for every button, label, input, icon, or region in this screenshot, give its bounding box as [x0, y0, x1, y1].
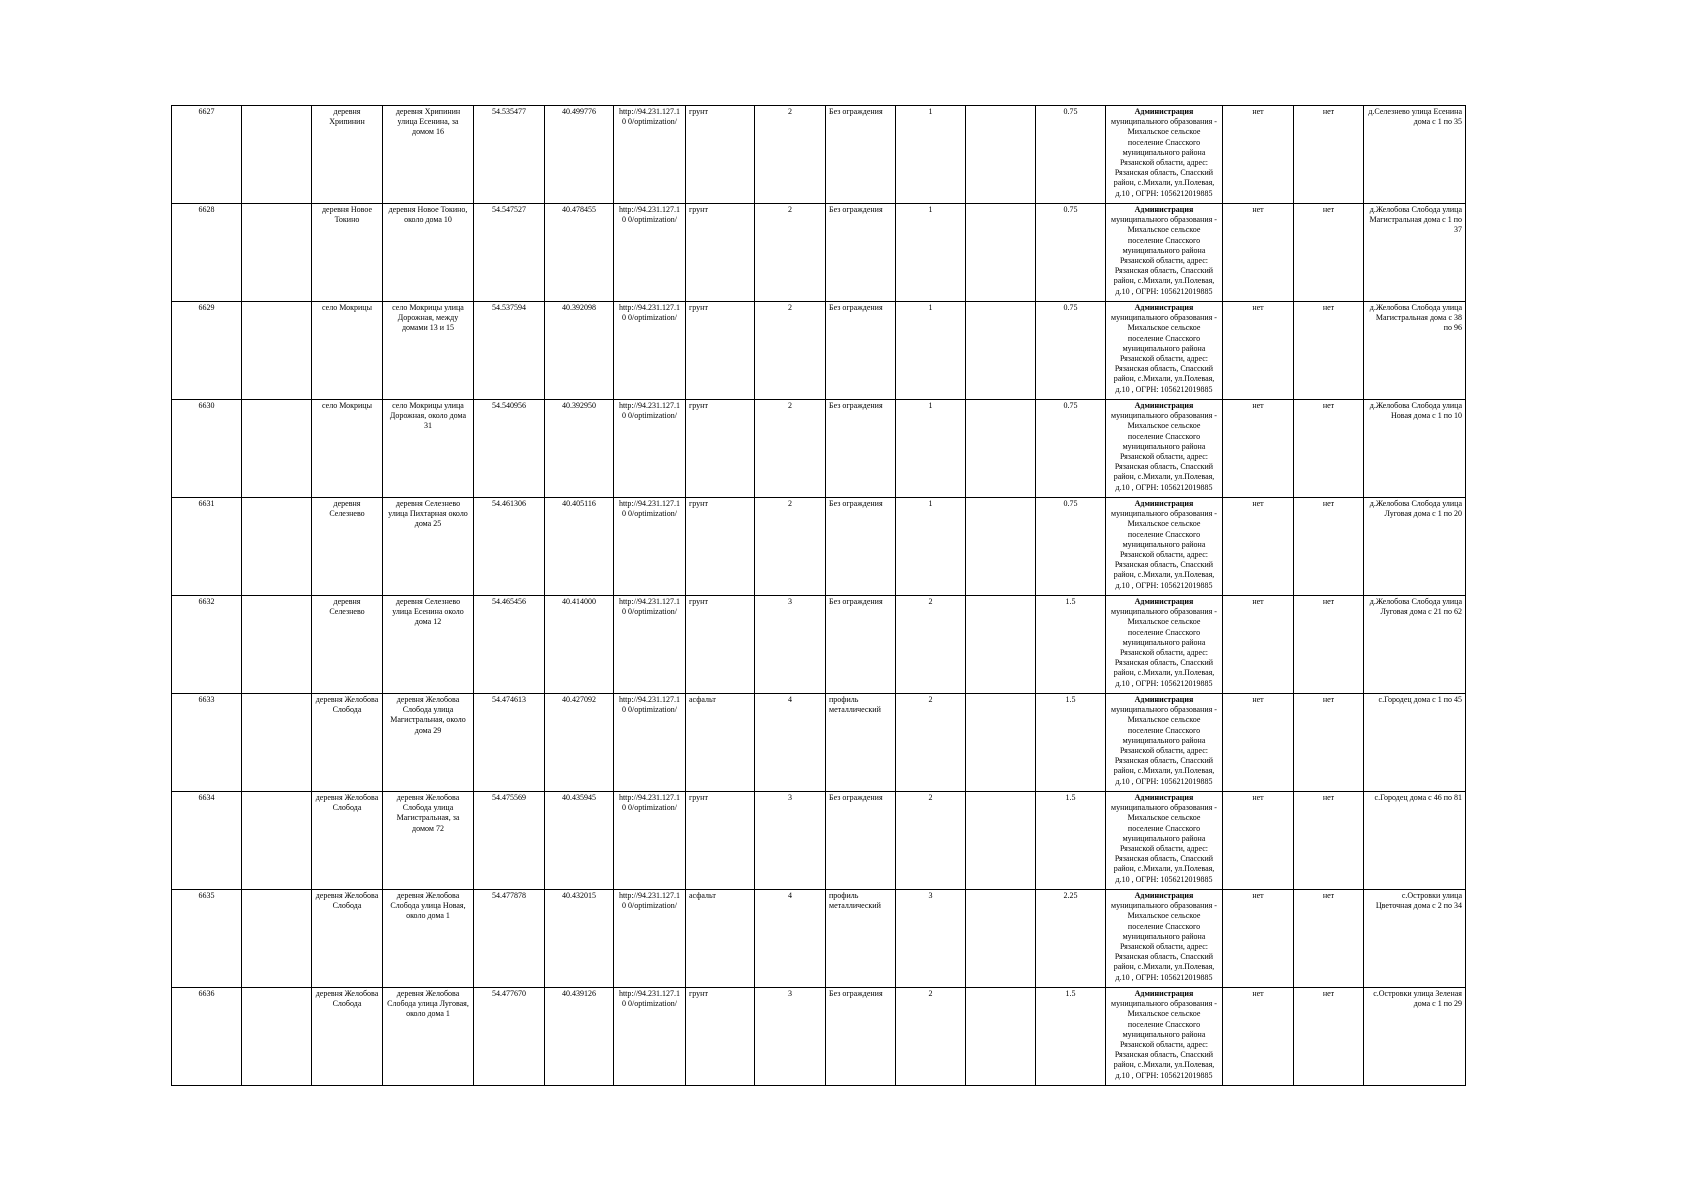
address-cell: село Мокрицы улица Дорожная, между домами 13 и 15: [383, 302, 474, 400]
table-body: [172, 106, 1466, 1086]
latitude-cell: 54.461306: [474, 498, 545, 596]
table-row: [172, 204, 1466, 302]
surface-cell: грунт: [686, 792, 755, 890]
owner-title: Администрация: [1134, 499, 1194, 508]
address-cell: деревня Желобова Слобода улица Новая, около дома 1: [383, 890, 474, 988]
owner-details: муниципального образования - Михальское сельское поселение Спасского муниципального района Рязанской области, адрес: Рязанская область, Спасский район, с.Михали, ул.Полевая, д.10 , ОГРН: 1056212019885: [1111, 215, 1217, 296]
longitude-cell: 40.414000: [545, 596, 614, 694]
owner-details: муниципального образования - Михальское сельское поселение Спасского муниципального района Рязанской области, адрес: Рязанская область, Спасский район, с.Михали, ул.Полевая, д.10 , ОГРН: 1056212019885: [1111, 901, 1217, 982]
row-number: 6636: [172, 988, 242, 1086]
volume-cell: 1.5: [1036, 694, 1106, 792]
settlement-cell: деревня Желобова Слобода: [312, 988, 383, 1086]
longitude-cell: 40.427092: [545, 694, 614, 792]
address-cell: деревня Хрипинин улица Есенина, за домом 16: [383, 106, 474, 204]
volume-cell: 1.5: [1036, 792, 1106, 890]
latitude-cell: 54.547527: [474, 204, 545, 302]
flag-cell: нет: [1223, 792, 1294, 890]
settlement-cell: деревня Желобова Слобода: [312, 694, 383, 792]
empty-cell: [966, 106, 1036, 204]
empty-cell: [242, 498, 312, 596]
address-cell: деревня Желобова Слобода улица Магистральная, около дома 29: [383, 694, 474, 792]
owner-cell: [1106, 204, 1223, 302]
flag-cell: нет: [1294, 988, 1364, 1086]
volume-cell: 0.75: [1036, 400, 1106, 498]
longitude-cell: 40.392950: [545, 400, 614, 498]
address-cell: деревня Селезнево улица Пихтарная около дома 25: [383, 498, 474, 596]
address-cell: село Мокрицы улица Дорожная, около дома 31: [383, 400, 474, 498]
address-cell: деревня Селезнево улица Есенина около дома 12: [383, 596, 474, 694]
owner-cell: [1106, 498, 1223, 596]
sources-cell: д.Желобова Слобода улица Луговая дома с 1 по 20: [1364, 498, 1466, 596]
sources-cell: д.Желобова Слобода улица Магистральная дома с 1 по 37: [1364, 204, 1466, 302]
containers-cell: 2: [896, 792, 966, 890]
table-row: [172, 498, 1466, 596]
settlement-cell: деревня Хрипинин: [312, 106, 383, 204]
empty-cell: [966, 694, 1036, 792]
area-cell: 2: [755, 302, 826, 400]
sources-cell: д.Желобова Слобода улица Луговая дома с 21 по 62: [1364, 596, 1466, 694]
settlement-cell: деревня Новое Токино: [312, 204, 383, 302]
empty-cell: [966, 792, 1036, 890]
longitude-cell: 40.439126: [545, 988, 614, 1086]
owner-title: Администрация: [1134, 107, 1194, 116]
empty-cell: [242, 106, 312, 204]
longitude-cell: 40.405116: [545, 498, 614, 596]
flag-cell: нет: [1294, 106, 1364, 204]
containers-cell: 1: [896, 400, 966, 498]
fence-cell: Без ограждения: [826, 302, 896, 400]
containers-cell: 2: [896, 596, 966, 694]
volume-cell: 1.5: [1036, 988, 1106, 1086]
containers-cell: 1: [896, 106, 966, 204]
area-cell: 2: [755, 498, 826, 596]
waste-sites-table: [171, 105, 1466, 1086]
latitude-cell: 54.477670: [474, 988, 545, 1086]
area-cell: 3: [755, 792, 826, 890]
sources-cell: с.Городец дома с 46 по 81: [1364, 792, 1466, 890]
address-cell: деревня Новое Токино, около дома 10: [383, 204, 474, 302]
owner-details: муниципального образования - Михальское сельское поселение Спасского муниципального района Рязанской области, адрес: Рязанская область, Спасский район, с.Михали, ул.Полевая, д.10 , ОГРН: 1056212019885: [1111, 607, 1217, 688]
fence-cell: Без ограждения: [826, 988, 896, 1086]
volume-cell: 0.75: [1036, 302, 1106, 400]
flag-cell: нет: [1294, 596, 1364, 694]
settlement-cell: село Мокрицы: [312, 400, 383, 498]
sources-cell: с.Городец дома с 1 по 45: [1364, 694, 1466, 792]
surface-cell: грунт: [686, 400, 755, 498]
row-number: 6629: [172, 302, 242, 400]
address-cell: деревня Желобова Слобода улица Магистральная, за домом 72: [383, 792, 474, 890]
owner-details: муниципального образования - Михальское сельское поселение Спасского муниципального района Рязанской области, адрес: Рязанская область, Спасский район, с.Михали, ул.Полевая, д.10 , ОГРН: 1056212019885: [1111, 411, 1217, 492]
area-cell: 4: [755, 890, 826, 988]
owner-title: Администрация: [1134, 401, 1194, 410]
owner-details: муниципального образования - Михальское сельское поселение Спасского муниципального района Рязанской области, адрес: Рязанская область, Спасский район, с.Михали, ул.Полевая, д.10 , ОГРН: 1056212019885: [1111, 999, 1217, 1080]
link-cell: http://94.231.127.10 0/optimization/: [614, 988, 686, 1086]
flag-cell: нет: [1223, 400, 1294, 498]
sources-cell: д.Селезнево улица Есенина дома с 1 по 35: [1364, 106, 1466, 204]
containers-cell: 2: [896, 988, 966, 1086]
fence-cell: Без ограждения: [826, 596, 896, 694]
fence-cell: Без ограждения: [826, 106, 896, 204]
volume-cell: 0.75: [1036, 106, 1106, 204]
sources-cell: с.Островки улица Зеленая дома с 1 по 29: [1364, 988, 1466, 1086]
latitude-cell: 54.465456: [474, 596, 545, 694]
longitude-cell: 40.478455: [545, 204, 614, 302]
area-cell: 3: [755, 596, 826, 694]
flag-cell: нет: [1223, 498, 1294, 596]
latitude-cell: 54.475569: [474, 792, 545, 890]
empty-cell: [966, 988, 1036, 1086]
empty-cell: [966, 302, 1036, 400]
owner-title: Администрация: [1134, 793, 1194, 802]
owner-details: муниципального образования - Михальское сельское поселение Спасского муниципального района Рязанской области, адрес: Рязанская область, Спасский район, с.Михали, ул.Полевая, д.10 , ОГРН: 1056212019885: [1111, 803, 1217, 884]
latitude-cell: 54.535477: [474, 106, 545, 204]
flag-cell: нет: [1294, 400, 1364, 498]
latitude-cell: 54.540956: [474, 400, 545, 498]
row-number: 6627: [172, 106, 242, 204]
area-cell: 2: [755, 204, 826, 302]
link-cell: http://94.231.127.10 0/optimization/: [614, 400, 686, 498]
owner-title: Администрация: [1134, 597, 1194, 606]
flag-cell: нет: [1223, 890, 1294, 988]
flag-cell: нет: [1294, 694, 1364, 792]
latitude-cell: 54.477878: [474, 890, 545, 988]
longitude-cell: 40.435945: [545, 792, 614, 890]
flag-cell: нет: [1223, 106, 1294, 204]
settlement-cell: деревня Желобова Слобода: [312, 792, 383, 890]
fence-cell: Без ограждения: [826, 498, 896, 596]
containers-cell: 3: [896, 890, 966, 988]
empty-cell: [242, 400, 312, 498]
owner-title: Администрация: [1134, 695, 1194, 704]
link-cell: http://94.231.127.10 0/optimization/: [614, 792, 686, 890]
owner-title: Администрация: [1134, 891, 1194, 900]
empty-cell: [242, 890, 312, 988]
volume-cell: 0.75: [1036, 204, 1106, 302]
area-cell: 4: [755, 694, 826, 792]
owner-cell: [1106, 988, 1223, 1086]
empty-cell: [966, 596, 1036, 694]
settlement-cell: деревня Желобова Слобода: [312, 890, 383, 988]
address-cell: деревня Желобова Слобода улица Луговая, около дома 1: [383, 988, 474, 1086]
owner-details: муниципального образования - Михальское сельское поселение Спасского муниципального района Рязанской области, адрес: Рязанская область, Спасский район, с.Михали, ул.Полевая, д.10 , ОГРН: 1056212019885: [1111, 313, 1217, 394]
surface-cell: асфальт: [686, 694, 755, 792]
owner-title: Администрация: [1134, 303, 1194, 312]
row-number: 6635: [172, 890, 242, 988]
flag-cell: нет: [1294, 302, 1364, 400]
owner-details: муниципального образования - Михальское сельское поселение Спасского муниципального района Рязанской области, адрес: Рязанская область, Спасский район, с.Михали, ул.Полевая, д.10 , ОГРН: 1056212019885: [1111, 509, 1217, 590]
empty-cell: [242, 596, 312, 694]
owner-cell: [1106, 694, 1223, 792]
fence-cell: Без ограждения: [826, 792, 896, 890]
sources-cell: с.Островки улица Цветочная дома с 2 по 34: [1364, 890, 1466, 988]
table-row: [172, 792, 1466, 890]
sources-cell: д.Желобова Слобода улица Новая дома с 1 по 10: [1364, 400, 1466, 498]
containers-cell: 1: [896, 302, 966, 400]
flag-cell: нет: [1223, 694, 1294, 792]
fence-cell: Без ограждения: [826, 400, 896, 498]
surface-cell: грунт: [686, 988, 755, 1086]
row-number: 6633: [172, 694, 242, 792]
owner-title: Администрация: [1134, 205, 1194, 214]
empty-cell: [966, 400, 1036, 498]
empty-cell: [966, 204, 1036, 302]
owner-details: муниципального образования - Михальское сельское поселение Спасского муниципального района Рязанской области, адрес: Рязанская область, Спасский район, с.Михали, ул.Полевая, д.10 , ОГРН: 1056212019885: [1111, 705, 1217, 786]
link-cell: http://94.231.127.10 0/optimization/: [614, 302, 686, 400]
longitude-cell: 40.432015: [545, 890, 614, 988]
empty-cell: [242, 988, 312, 1086]
link-cell: http://94.231.127.10 0/optimization/: [614, 498, 686, 596]
surface-cell: грунт: [686, 204, 755, 302]
surface-cell: грунт: [686, 106, 755, 204]
table-row: [172, 694, 1466, 792]
owner-details: муниципального образования - Михальское сельское поселение Спасского муниципального района Рязанской области, адрес: Рязанская область, Спасский район, с.Михали, ул.Полевая, д.10 , ОГРН: 1056212019885: [1111, 117, 1217, 198]
empty-cell: [242, 302, 312, 400]
table-row: [172, 106, 1466, 204]
surface-cell: грунт: [686, 302, 755, 400]
row-number: 6628: [172, 204, 242, 302]
sources-cell: д.Желобова Слобода улица Магистральная дома с 38 по 96: [1364, 302, 1466, 400]
empty-cell: [242, 792, 312, 890]
empty-cell: [966, 498, 1036, 596]
owner-cell: [1106, 890, 1223, 988]
flag-cell: нет: [1223, 596, 1294, 694]
flag-cell: нет: [1294, 204, 1364, 302]
longitude-cell: 40.392098: [545, 302, 614, 400]
containers-cell: 1: [896, 204, 966, 302]
empty-cell: [242, 694, 312, 792]
link-cell: http://94.231.127.10 0/optimization/: [614, 694, 686, 792]
volume-cell: 2.25: [1036, 890, 1106, 988]
fence-cell: профиль металлический: [826, 694, 896, 792]
settlement-cell: деревня Селезнево: [312, 596, 383, 694]
flag-cell: нет: [1223, 988, 1294, 1086]
owner-cell: [1106, 106, 1223, 204]
fence-cell: Без ограждения: [826, 204, 896, 302]
containers-cell: 1: [896, 498, 966, 596]
owner-cell: [1106, 596, 1223, 694]
area-cell: 3: [755, 988, 826, 1086]
table-row: [172, 596, 1466, 694]
flag-cell: нет: [1294, 792, 1364, 890]
table-row: [172, 988, 1466, 1086]
flag-cell: нет: [1294, 890, 1364, 988]
latitude-cell: 54.474613: [474, 694, 545, 792]
empty-cell: [242, 204, 312, 302]
table-row: [172, 400, 1466, 498]
area-cell: 2: [755, 400, 826, 498]
link-cell: http://94.231.127.10 0/optimization/: [614, 106, 686, 204]
settlement-cell: село Мокрицы: [312, 302, 383, 400]
fence-cell: профиль металлический: [826, 890, 896, 988]
owner-cell: [1106, 400, 1223, 498]
flag-cell: нет: [1294, 498, 1364, 596]
latitude-cell: 54.537594: [474, 302, 545, 400]
row-number: 6632: [172, 596, 242, 694]
owner-cell: [1106, 302, 1223, 400]
surface-cell: грунт: [686, 596, 755, 694]
longitude-cell: 40.499776: [545, 106, 614, 204]
settlement-cell: деревня Селезнево: [312, 498, 383, 596]
surface-cell: асфальт: [686, 890, 755, 988]
row-number: 6634: [172, 792, 242, 890]
row-number: 6630: [172, 400, 242, 498]
flag-cell: нет: [1223, 204, 1294, 302]
row-number: 6631: [172, 498, 242, 596]
volume-cell: 1.5: [1036, 596, 1106, 694]
link-cell: http://94.231.127.10 0/optimization/: [614, 204, 686, 302]
link-cell: http://94.231.127.10 0/optimization/: [614, 596, 686, 694]
table-row: [172, 890, 1466, 988]
flag-cell: нет: [1223, 302, 1294, 400]
link-cell: http://94.231.127.10 0/optimization/: [614, 890, 686, 988]
owner-cell: [1106, 792, 1223, 890]
surface-cell: грунт: [686, 498, 755, 596]
area-cell: 2: [755, 106, 826, 204]
empty-cell: [966, 890, 1036, 988]
table-row: [172, 302, 1466, 400]
volume-cell: 0.75: [1036, 498, 1106, 596]
containers-cell: 2: [896, 694, 966, 792]
owner-title: Администрация: [1134, 989, 1194, 998]
